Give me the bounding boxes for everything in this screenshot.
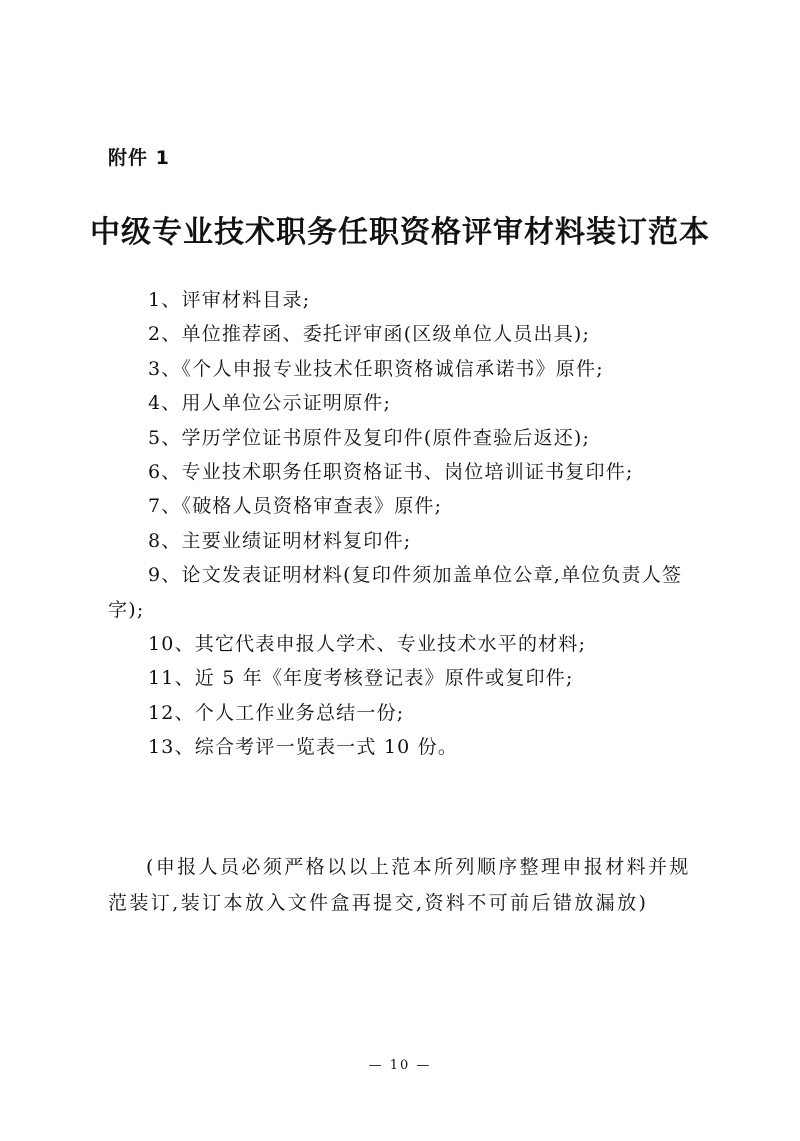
page-number: — 10 — (368, 1058, 432, 1073)
list-item: 8、主要业绩证明材料复印件; (148, 529, 412, 552)
list-item: 4、用人单位公示证明原件; (148, 392, 392, 415)
list-item: 10、其它代表申报人学术、专业技术水平的材料; (148, 633, 587, 656)
materials-list (108, 283, 698, 765)
list-item: 12、个人工作业务总结一份; (148, 701, 405, 724)
attachment-label: 附件 1 (108, 147, 170, 169)
list-item: 13、综合考评一览表一式 10 份。 (148, 736, 459, 759)
list-item: 9、论文发表证明材料(复印件须加盖单位公章,单位负责人签字); (108, 564, 683, 621)
binding-note: (申报人员必须严格以以上范本所列顺序整理申报材料并规范装订,装订本放入文件盒再提交,资料不可前后错放漏放) (108, 856, 691, 914)
list-item: 11、近 5 年《年度考核登记表》原件或复印件; (148, 667, 574, 690)
document-title: 中级专业技术职务任职资格评审材料装订范本 (90, 215, 710, 250)
list-item: 1、评审材料目录; (148, 289, 311, 311)
list-item: 7、《破格人员资格审查表》原件; (148, 495, 443, 518)
list-item: 6、专业技术职务任职资格证书、岗位培训证书复印件; (148, 461, 634, 484)
list-item: 2、单位推荐函、委托评审函(区级单位人员出具); (148, 323, 591, 346)
list-item: 3、《个人申报专业技术任职资格诚信承诺书》原件; (148, 357, 604, 380)
list-item: 5、学历学位证书原件及复印件(原件查验后返还); (148, 426, 591, 449)
